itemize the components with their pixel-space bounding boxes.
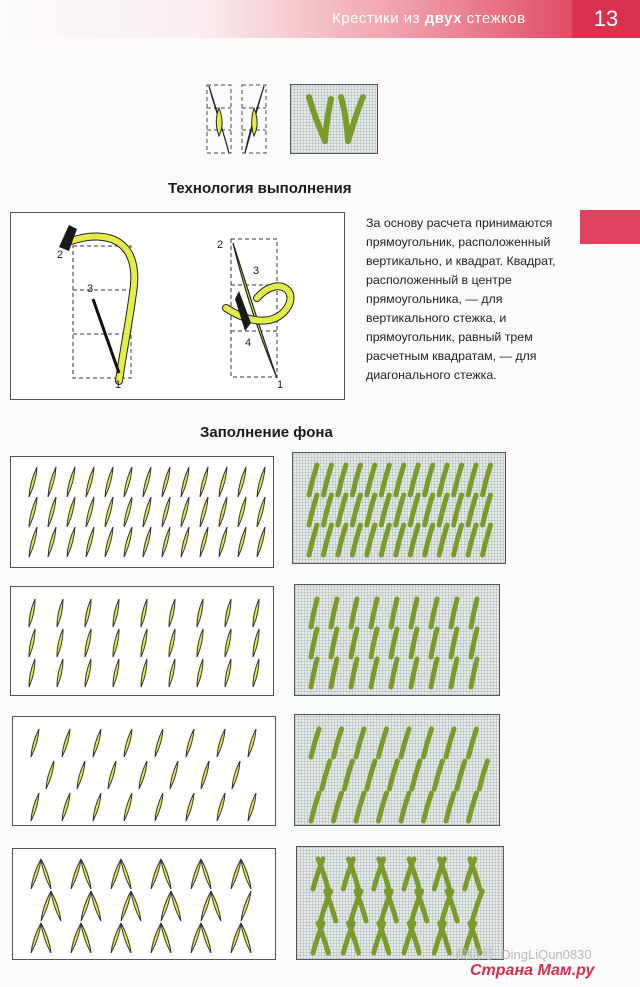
stitch-mark — [41, 859, 51, 889]
thread-mark — [410, 525, 418, 555]
stitch-mark — [191, 859, 201, 889]
stitch-mark — [67, 467, 75, 497]
thread-mark — [411, 629, 417, 657]
thread-mark — [396, 465, 404, 495]
stitch-mark — [51, 891, 61, 921]
stitch-mark — [91, 891, 101, 921]
stitch-mark — [211, 891, 221, 921]
stitch-mark — [257, 497, 265, 527]
stitch-mark — [253, 629, 259, 657]
stitch-mark — [85, 629, 91, 657]
stitch-mark — [248, 729, 256, 757]
thread-mark — [381, 495, 389, 525]
stitch-mark — [57, 599, 63, 627]
thread-mark — [439, 465, 447, 495]
page-number: 13 — [572, 0, 640, 38]
thread-mark — [311, 629, 317, 657]
thread-mark — [439, 525, 447, 555]
stitch-mark — [219, 527, 227, 557]
thread-mark — [323, 525, 331, 555]
stitch-mark — [257, 527, 265, 557]
thread-mark — [424, 793, 432, 821]
stitch-mark — [41, 923, 51, 953]
thread-mark — [331, 599, 337, 627]
thread-mark — [371, 599, 377, 627]
stitch-mark — [124, 467, 132, 497]
thread-mark — [391, 659, 397, 687]
stitch-mark — [170, 761, 178, 789]
thread-mark — [323, 495, 331, 525]
stitch-mark — [241, 859, 251, 889]
stitch-mark — [143, 467, 151, 497]
thread-mark — [425, 465, 433, 495]
thread-mark — [446, 793, 454, 821]
thread-mark — [344, 761, 352, 789]
stitch-mark — [121, 891, 131, 921]
stitch-mark — [201, 923, 211, 953]
thread-mark — [367, 465, 375, 495]
stitch-mark — [131, 891, 141, 921]
thread-mark — [396, 495, 404, 525]
stitch-mark — [197, 599, 203, 627]
stitch-mark — [105, 497, 113, 527]
label-right-1: 1 — [277, 379, 284, 391]
stitch-mark — [186, 729, 194, 757]
stitch-mark — [85, 659, 91, 687]
stitch-mark — [232, 761, 240, 789]
stitch-mark — [162, 497, 170, 527]
thread-mark — [425, 525, 433, 555]
label-right-4: 4 — [245, 337, 252, 349]
stitch-mark — [86, 497, 94, 527]
thread-mark — [431, 599, 437, 627]
thread-mark — [331, 629, 337, 657]
label-left-3: 3 — [87, 283, 94, 295]
stitch-mark — [225, 659, 231, 687]
stitch-mark — [124, 497, 132, 527]
stitch-mark — [29, 467, 37, 497]
stitch-mark — [201, 761, 209, 789]
thread-mark — [472, 891, 482, 921]
thread-mark — [471, 629, 477, 657]
thread-mark — [352, 525, 360, 555]
thread-mark — [322, 761, 330, 789]
stitch-mark — [141, 629, 147, 657]
stitch-mark — [161, 891, 171, 921]
stitch-mark — [238, 497, 246, 527]
technique-diagram — [10, 212, 345, 400]
stitch-mark — [197, 629, 203, 657]
thread-mark — [483, 495, 491, 525]
stitch-mark — [67, 497, 75, 527]
wechat-watermark: 微信号: DingLiQun0830 — [455, 947, 592, 962]
stitch-mark — [113, 659, 119, 687]
thread-mark — [424, 729, 432, 757]
thread-mark — [457, 761, 465, 789]
stitch-mark — [231, 859, 241, 889]
stitch-mark — [29, 497, 37, 527]
stitch-mark — [85, 599, 91, 627]
stitch-mark — [161, 923, 171, 953]
stitch-mark — [71, 859, 81, 889]
stitch-mark — [111, 859, 121, 889]
thread-mark — [410, 495, 418, 525]
stitch-mark — [121, 859, 131, 889]
stitch-mark — [124, 527, 132, 557]
technique-heading: Технология выполнения — [168, 180, 352, 197]
stitch-mark — [48, 467, 56, 497]
thread-mark — [454, 495, 462, 525]
stitch-mark — [186, 793, 194, 821]
thread-mark — [311, 599, 317, 627]
thread-mark — [468, 495, 476, 525]
stitch-mark — [71, 923, 81, 953]
stitch-mark — [121, 923, 131, 953]
site-watermark: Страна Мам.ру — [470, 962, 595, 979]
stitch-mark — [108, 761, 116, 789]
fill-heading: Заполнение фона — [200, 424, 333, 441]
stitch-mark — [141, 599, 147, 627]
thread-mark — [309, 495, 317, 525]
pattern-fabric — [294, 584, 500, 696]
thread-mark — [471, 659, 477, 687]
stitch-mark — [169, 659, 175, 687]
stitch-mark — [31, 923, 41, 953]
stitch-mark — [181, 497, 189, 527]
stitch-mark — [29, 659, 35, 687]
stitch-mark — [257, 467, 265, 497]
thread-mark — [483, 525, 491, 555]
stitch-mark — [124, 729, 132, 757]
stitch-mark — [81, 859, 91, 889]
fabric-sample-top — [290, 84, 378, 154]
stitch-mark — [238, 527, 246, 557]
stitch-mark — [62, 729, 70, 757]
stitch-mark — [81, 891, 91, 921]
pattern-diagram — [10, 456, 274, 568]
thread-mark — [454, 465, 462, 495]
stitch-mark — [48, 497, 56, 527]
stitch-mark — [105, 527, 113, 557]
pattern-diagram — [12, 848, 276, 960]
stitch-mark — [201, 859, 211, 889]
thread-mark — [367, 525, 375, 555]
stitch-mark — [219, 467, 227, 497]
stitch-mark — [169, 629, 175, 657]
thread-mark — [334, 793, 342, 821]
stitch-mark — [197, 659, 203, 687]
thread-mark — [334, 729, 342, 757]
thread-mark — [451, 659, 457, 687]
stitch-mark — [57, 659, 63, 687]
stitch-mark — [151, 859, 161, 889]
stitch-mark — [48, 527, 56, 557]
thread-mark — [351, 599, 357, 627]
thread-mark — [309, 465, 317, 495]
thread-mark — [352, 465, 360, 495]
stitch-mark — [29, 629, 35, 657]
thread-mark — [379, 729, 387, 757]
stitch-mark — [162, 467, 170, 497]
stitch-mark — [200, 527, 208, 557]
stitch-mark — [81, 923, 91, 953]
stitch-mark — [238, 467, 246, 497]
thread-mark — [338, 525, 346, 555]
stitch-mark — [201, 891, 211, 921]
thread-mark — [367, 495, 375, 525]
thread-mark — [396, 525, 404, 555]
stitch-mark — [217, 729, 225, 757]
thread-mark — [471, 599, 477, 627]
thread-mark — [401, 793, 409, 821]
stitch-mark — [29, 599, 35, 627]
stitch-mark — [29, 527, 37, 557]
stitch-mark — [253, 599, 259, 627]
thread-mark — [367, 761, 375, 789]
thread-mark — [431, 629, 437, 657]
thread-mark — [468, 465, 476, 495]
thread-mark — [389, 761, 397, 789]
stitch-mark — [225, 629, 231, 657]
thread-mark — [356, 793, 364, 821]
stitch-mark — [57, 629, 63, 657]
pattern-fabric — [294, 714, 500, 826]
pattern-fabric — [292, 452, 506, 564]
stitch-mark — [62, 793, 70, 821]
thread-mark — [351, 629, 357, 657]
thread-mark — [401, 729, 409, 757]
chapter-title — [332, 10, 526, 27]
thread-mark — [381, 525, 389, 555]
thread-mark — [311, 793, 319, 821]
title-part2: стежков — [461, 10, 526, 27]
stitch-mark — [225, 599, 231, 627]
thread-mark — [451, 629, 457, 657]
pattern-diagram — [10, 586, 274, 696]
thread-mark — [431, 659, 437, 687]
thread-mark — [391, 629, 397, 657]
thread-mark — [391, 599, 397, 627]
stitch-mark — [169, 599, 175, 627]
thread-mark — [352, 495, 360, 525]
thread-mark — [411, 659, 417, 687]
stitch-mark — [181, 527, 189, 557]
thread-mark — [469, 729, 477, 757]
stitch-mark — [105, 467, 113, 497]
stitch-mark — [155, 729, 163, 757]
stitch-mark — [143, 527, 151, 557]
stitch-mark — [31, 793, 39, 821]
stitch-mark — [253, 659, 259, 687]
thread-mark — [351, 659, 357, 687]
thread-mark — [451, 599, 457, 627]
label-right-2: 2 — [217, 239, 224, 251]
stitch-mark — [151, 923, 161, 953]
thread-mark — [331, 659, 337, 687]
thread-mark — [371, 659, 377, 687]
technique-description: За основу расчета принимаются прямоугольник, расположенный вертикально, и квадрат. Квадрат, расположенный в центре прямоугольника, — для вертикального стежка, и прямоугольник, равный трем расчетным квадратам, — для диагонального стежка. — [366, 216, 556, 382]
stitch-mark — [113, 599, 119, 627]
title-part1: Крестики из — [332, 10, 425, 27]
label-left-1: 1 — [115, 379, 122, 391]
label-left-2: 2 — [57, 249, 64, 261]
thread-mark — [323, 465, 331, 495]
thread-mark — [483, 465, 491, 495]
pattern-fabric — [296, 846, 504, 960]
stitch-mark — [31, 729, 39, 757]
thread-mark — [379, 793, 387, 821]
label-right-3: 3 — [253, 265, 260, 277]
stitch-mark — [143, 497, 151, 527]
stitch-mark — [93, 793, 101, 821]
thread-mark — [439, 495, 447, 525]
thread-mark — [434, 761, 442, 789]
thread-mark — [311, 729, 319, 757]
stitch-mark — [155, 793, 163, 821]
stitch-mark — [162, 527, 170, 557]
stitch-mark — [31, 859, 41, 889]
thread-mark — [309, 525, 317, 555]
thread-mark — [381, 465, 389, 495]
stitch-mark — [191, 923, 201, 953]
thread-mark — [311, 659, 317, 687]
thread-mark — [446, 729, 454, 757]
thread-mark — [412, 761, 420, 789]
stitch-mark — [113, 629, 119, 657]
thread-mark — [338, 495, 346, 525]
stitch-mark — [41, 891, 51, 921]
thread-mark — [425, 495, 433, 525]
thread-mark — [371, 629, 377, 657]
stitch-mark — [241, 923, 251, 953]
thread-mark — [338, 465, 346, 495]
stitch-mark — [161, 859, 171, 889]
stitch-mark — [111, 923, 121, 953]
stitch-mark — [171, 891, 181, 921]
stitch-mark — [86, 527, 94, 557]
thread-mark — [479, 761, 487, 789]
stitch-mark — [200, 467, 208, 497]
stitch-mark — [77, 761, 85, 789]
stitch-mark — [248, 793, 256, 821]
stitch-mark — [231, 923, 241, 953]
thread-mark — [468, 525, 476, 555]
thread-mark — [356, 729, 364, 757]
stitch-mark — [217, 793, 225, 821]
stitch-mark — [67, 527, 75, 557]
stitch-mark — [141, 659, 147, 687]
stitch-mark — [86, 467, 94, 497]
stitch-mark — [93, 729, 101, 757]
stitch-mark — [241, 891, 251, 921]
stitch-mark — [124, 793, 132, 821]
stitch-mark — [200, 497, 208, 527]
thread-mark — [454, 525, 462, 555]
stitch-mark — [181, 467, 189, 497]
thread-mark — [411, 599, 417, 627]
stitch-mark — [139, 761, 147, 789]
stitch-mark — [219, 497, 227, 527]
thread-mark — [469, 793, 477, 821]
side-tab-marker — [580, 210, 640, 244]
stitch-mark — [46, 761, 54, 789]
pattern-diagram — [12, 716, 276, 826]
thread-mark — [410, 465, 418, 495]
title-bold: двух — [424, 10, 462, 27]
